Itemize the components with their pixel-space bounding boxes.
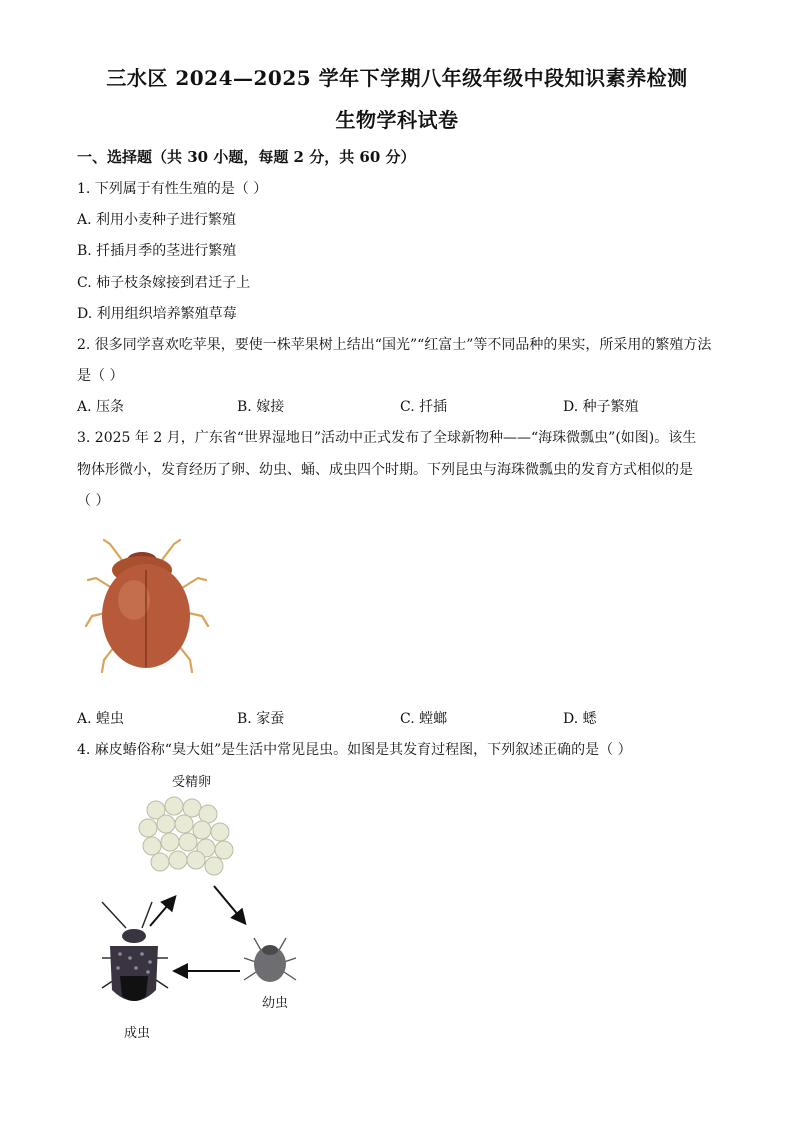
q2-option-d: D. 种子繁殖: [563, 399, 639, 415]
q3-options: [77, 708, 717, 728]
label-fertilized-egg: 受精卵: [172, 775, 212, 790]
q3-option-a: A. 蝗虫: [77, 711, 125, 727]
stink-bug-life-cycle-figure: [90, 790, 330, 1040]
q3-stem-line3: （ ）: [77, 493, 110, 509]
q3-stem-line2: 物体形微小，发育经历了卵、幼虫、蛹、成虫四个时期。下列昆虫与海珠微瓢虫的发育方式相似的是: [77, 462, 693, 478]
section-heading-choice: 一、选择题（共 30 小题，每题 2 分，共 60 分）: [77, 148, 416, 166]
arrow-egg-to-nymph: [214, 886, 244, 922]
egg-cluster-image: [139, 797, 233, 875]
q1-option-a: A. 利用小麦种子进行繁殖: [77, 212, 237, 228]
nymph-image: [244, 938, 296, 982]
q2-stem-line1: 2. 很多同学喜欢吃苹果，要使一株苹果树上结出“国光”“红富士”等不同品种的果实，所采用的繁殖方法: [77, 337, 712, 353]
q3-option-c: C. 螳螂: [400, 711, 448, 727]
exam-title: 三水区 2024—2025 学年下学期八年级年级中段知识素养检测: [106, 66, 688, 90]
q2-options: [77, 396, 717, 416]
q3-option-b: B. 家蚕: [237, 711, 285, 727]
q1-option-c: C. 柿子枝条嫁接到君迁子上: [77, 275, 251, 291]
arrow-adult-to-egg: [150, 898, 174, 926]
q4-stem: 4. 麻皮蝽俗称“臭大姐”是生活中常见昆虫。如图是其发育过程图，下列叙述正确的是（ ）: [77, 742, 632, 758]
q1-stem: 1. 下列属于有性生殖的是（ ）: [77, 181, 268, 197]
ladybird-beetle-figure: [82, 530, 212, 680]
q1-option-d: D. 利用组织培养繁殖草莓: [77, 306, 237, 322]
q1-option-b: B. 扦插月季的茎进行繁殖: [77, 243, 237, 259]
q2-option-a: A. 压条: [77, 399, 125, 415]
label-nymph: 幼虫: [262, 996, 289, 1011]
subject-title: 生物学科试卷: [335, 108, 459, 132]
q2-stem-line2: 是（ ）: [77, 368, 124, 384]
q3-stem-line1: 3. 2025 年 2 月，广东省“世界湿地日”活动中正式发布了全球新物种——“海珠微瓢虫”(如图)。该生: [77, 430, 697, 446]
label-adult: 成虫: [124, 1026, 151, 1041]
q3-option-d: D. 蟋: [563, 711, 597, 727]
q2-option-c: C. 扦插: [400, 399, 448, 415]
q2-option-b: B. 嫁接: [237, 399, 285, 415]
